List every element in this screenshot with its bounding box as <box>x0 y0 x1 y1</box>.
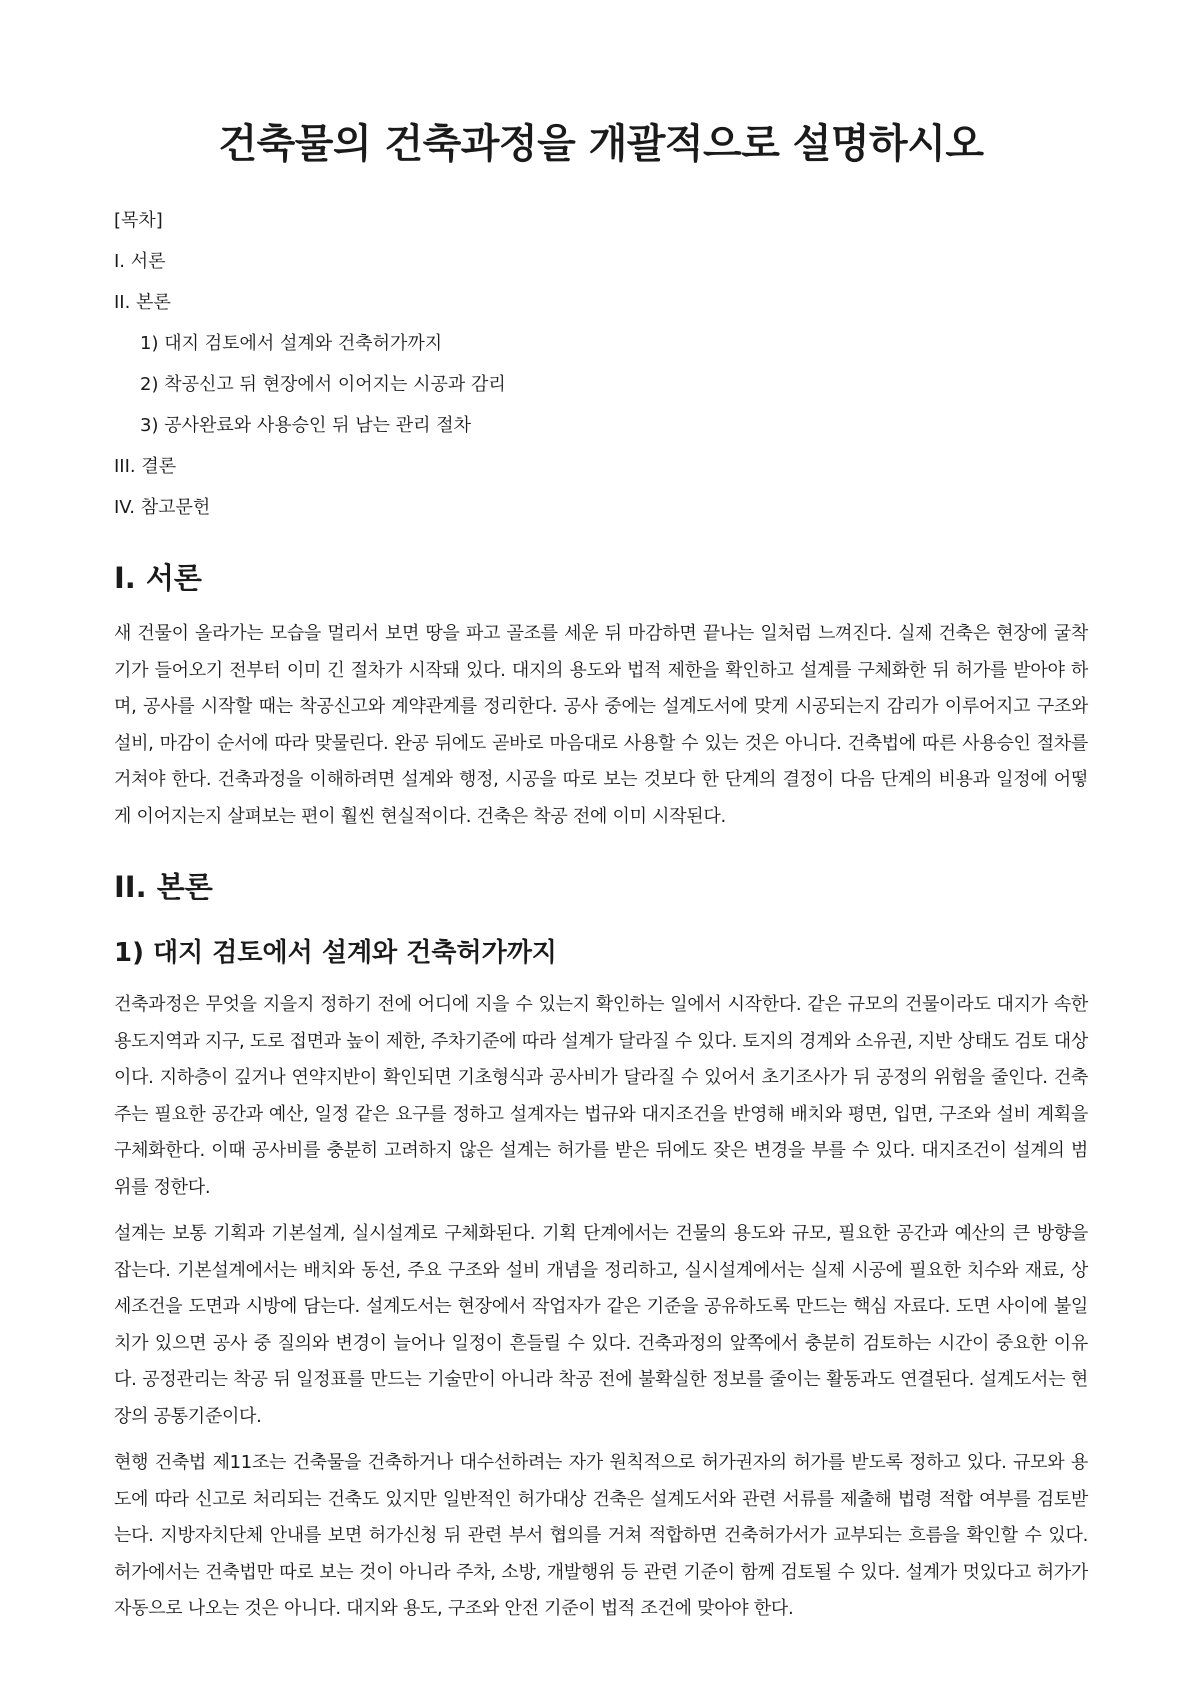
subsection-heading-1: 1) 대지 검토에서 설계와 건축허가까지 <box>114 938 557 968</box>
toc-item-body-2: 2) 착공신고 뒤 현장에서 이어지는 시공과 감리 <box>140 374 506 395</box>
toc-item-conclusion: III. 결론 <box>114 456 177 477</box>
body-paragraph-2: 설계는 보통 기획과 기본설계, 실시설계로 구체화된다. 기획 단계에서는 건물의 용도와 규모, 필요한 공간과 예산의 큰 방향을 잡는다. 기본설계에서는 배치와 동선, 주요 구조와 설비 개념을 정리하고, 실시설계에서는 실제 시공에 필요한 치수와 재료, 상세조건을 도면과 시방에 담는다. 설계도서는 현장에서 작업자가 같은 기준을 공유하도록 만드는 핵심 자료다. 도면 사이에 불일치가 있으면 공사 중 질의와 변경이 늘어나 일정이 흔들릴 수 있다. 건축과정의 앞쪽에서 충분히 검토하는 시간이 중요한 이유다. 공정관리는 착공 뒤 일정표를 만드는 기술만이 아니라 착공 전에 불확실한 정보를 줄이는 활동과도 연결된다. 설계도서는 현장의 공통기준이다. <box>114 1223 1088 1427</box>
document-title: 건축물의 건축과정을 개괄적으로 설명하시오 <box>218 121 984 167</box>
section-spacer <box>114 845 1088 867</box>
body-paragraph-3: 현행 건축법 제11조는 건축물을 건축하거나 대수선하려는 자가 원칙적으로 허가권자의 허가를 받도록 정하고 있다. 규모와 용도에 따라 신고로 처리되는 건축도 있지만 일반적인 허가대상 건축은 설계도서와 관련 서류를 제출해 법령 적합 여부를 검토받는다. 지방자치단체 안내를 보면 허가신청 뒤 관련 부서 협의를 거쳐 적합하면 건축허가서가 교부되는 흐름을 확인할 수 있다. 허가에서는 건축법만 따로 보는 것이 아니라 주차, 소방, 개발행위 등 관련 기준이 함께 검토될 수 있다. 설계가 멋있다고 허가가 자동으로 나오는 것은 아니다. 대지와 용도, 구조와 안전 기준이 법적 조건에 맞아야 한다. <box>114 1452 1088 1619</box>
toc-item-intro: I. 서론 <box>114 251 166 272</box>
toc-heading: [목차] <box>114 210 163 231</box>
table-of-contents <box>114 200 1088 528</box>
toc-item-body: II. 본론 <box>114 292 171 313</box>
intro-paragraph: 새 건물이 올라가는 모습을 멀리서 보면 땅을 파고 골조를 세운 뒤 마감하면 끝나는 일처럼 느껴진다. 실제 건축은 현장에 굴착기가 들어오기 전부터 이미 긴 절차가 시작돼 있다. 대지의 용도와 법적 제한을 확인하고 설계를 구체화한 뒤 허가를 받아야 하며, 공사를 시작할 때는 착공신고와 계약관계를 정리한다. 공사 중에는 설계도서에 맞게 시공되는지 감리가 이루어지고 구조와 설비, 마감이 순서에 따라 맞물린다. 완공 뒤에도 곧바로 마음대로 사용할 수 있는 것은 아니다. 건축법에 따른 사용승인 절차를 거쳐야 한다. 건축과정을 이해하려면 설계와 행정, 시공을 따로 보는 것보다 한 단계의 결정이 다음 단계의 비용과 일정에 어떻게 이어지는지 살펴보는 편이 훨씬 현실적이다. 건축은 착공 전에 이미 시작된다. <box>114 623 1088 827</box>
toc-item-body-1: 1) 대지 검토에서 설계와 건축허가까지 <box>140 333 443 354</box>
toc-item-body-3: 3) 공사완료와 사용승인 뒤 남는 관리 절차 <box>140 415 472 436</box>
toc-item-references: IV. 참고문헌 <box>114 497 211 518</box>
section-heading-body: II. 본론 <box>114 870 213 904</box>
section-heading-intro: I. 서론 <box>114 561 202 595</box>
body-paragraph-1: 건축과정은 무엇을 지을지 정하기 전에 어디에 지을 수 있는지 확인하는 일에서 시작한다. 같은 규모의 건물이라도 대지가 속한 용도지역과 지구, 도로 접면과 높이 제한, 주차기준에 따라 설계가 달라질 수 있다. 토지의 경계와 소유권, 지반 상태도 검토 대상이다. 지하층이 깊거나 연약지반이 확인되면 기초형식과 공사비가 달라질 수 있어서 초기조사가 뒤 공정의 위험을 줄인다. 건축주는 필요한 공간과 예산, 일정 같은 요구를 정하고 설계자는 법규와 대지조건을 반영해 배치와 평면, 입면, 구조와 설비 계획을 구체화한다. 이때 공사비를 충분히 고려하지 않은 설계는 허가를 받은 뒤에도 잦은 변경을 부를 수 있다. 대지조건이 설계의 범위를 정한다. <box>114 994 1088 1198</box>
